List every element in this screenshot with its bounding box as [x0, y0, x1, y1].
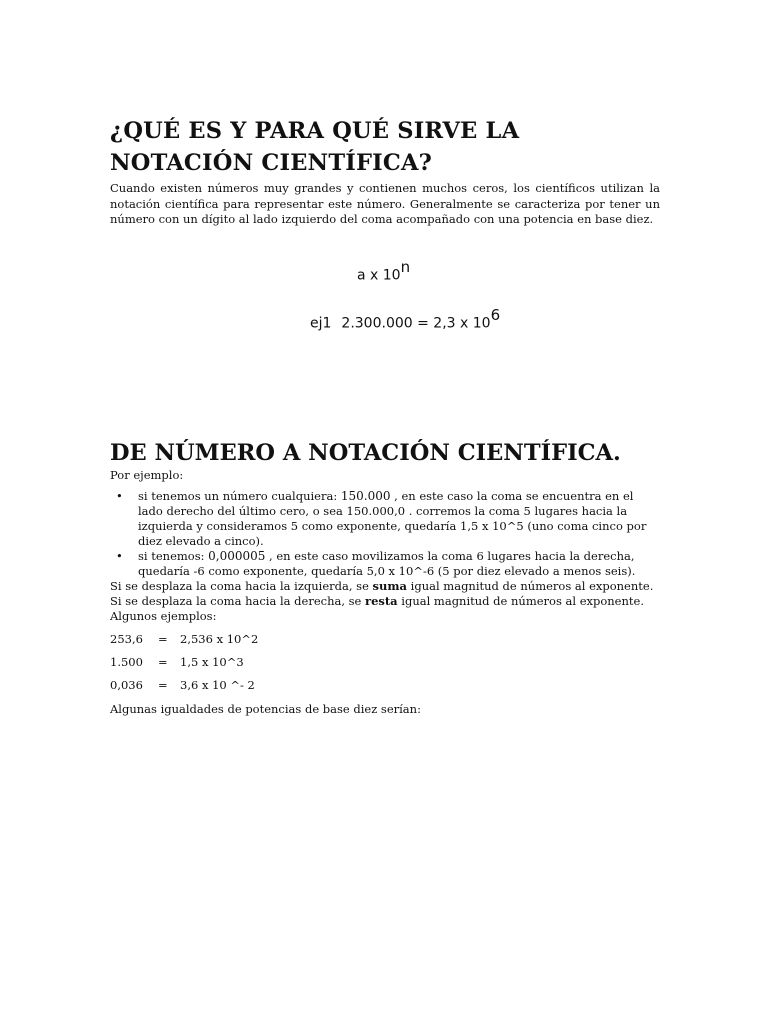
- example-number: 0,036: [110, 677, 143, 692]
- rule-left: [110, 579, 660, 594]
- rule-right-text: Si se desplaza la coma hacia la derecha, se: [110, 593, 366, 608]
- bullet-text-end: , en este caso movilizamos la coma 6 lugares hacia la derecha, quedaría -6 como exponente, quedaría 5,0 x 10^-6 (5 por diez elevado a menos seis).: [138, 548, 636, 578]
- general-formula: [357, 257, 411, 284]
- bullet-number: 0,000005: [208, 548, 266, 563]
- example-number: 253,6: [110, 631, 143, 646]
- rule-left-text-end: igual magnitud de números al exponente.: [407, 578, 654, 593]
- rule-left-keyword: suma: [372, 578, 408, 593]
- example-equals: =: [158, 631, 168, 646]
- general-formula-base: a x 10: [357, 267, 401, 284]
- rule-right: [110, 594, 660, 609]
- example-scientific: 2,536 x 10^2: [180, 631, 259, 646]
- bullet-text-start: si tenemos:: [138, 548, 209, 563]
- example-row: [110, 632, 660, 647]
- document-page: [110, 115, 660, 717]
- page-title: [110, 115, 660, 179]
- list-item: [110, 549, 658, 579]
- example-row: [110, 678, 660, 693]
- example-scientific: 1,5 x 10^3: [180, 654, 244, 669]
- example-number: 1.500: [110, 654, 143, 669]
- title-line-2: NOTACIÓN CIENTÍFICA?: [110, 150, 433, 176]
- closing-paragraph: Algunas igualdades de potencias de base diez serían:: [110, 701, 421, 716]
- example-scientific: 3,6 x 10 ^- 2: [180, 677, 255, 692]
- general-formula-exponent: n: [400, 257, 411, 276]
- formula-figure: [110, 228, 660, 438]
- example-expression: 2.300.000 = 2,3 x 10: [341, 315, 491, 332]
- rule-right-text-end: igual magnitud de números al exponente.: [397, 593, 644, 608]
- example-row: [110, 655, 660, 670]
- example-exponent: 6: [490, 305, 501, 324]
- bullet-text-start: si tenemos un número cualquiera:: [138, 488, 341, 503]
- por-ejemplo-label: Por ejemplo:: [110, 467, 184, 482]
- bullet-list: [110, 489, 660, 579]
- example-equals: =: [158, 677, 168, 692]
- rule-right-keyword: resta: [365, 593, 398, 608]
- bullet-number: 150.000: [340, 488, 391, 503]
- title-line-1: ¿QUÉ ES Y PARA QUÉ SIRVE LA: [110, 118, 520, 144]
- algunos-ejemplos-label: Algunos ejemplos:: [110, 608, 217, 623]
- intro-paragraph: Cuando existen números muy grandes y contienen muchos ceros, los científicos utilizan la notación científica para representar este número. Generalmente se caracteriza por tener un número con un dígito al lado izquierdo del coma acompañado con una potencia en base diez.: [110, 181, 660, 226]
- section-title: DE NÚMERO A NOTACIÓN CIENTÍFICA.: [110, 439, 621, 466]
- rule-left-text: Si se desplaza la coma hacia la izquierda, se: [110, 578, 373, 593]
- bullet-icon: •: [116, 548, 123, 563]
- example-label: ej1: [310, 315, 332, 332]
- bullet-text-end: , en este caso la coma se encuentra en el lado derecho del último cero, o sea 150.000,0 . corremos la coma 5 lugares hacia la izquierda y consideramos 5 como exponente, quedaría 1,5 x 10^5 (uno coma cinco por diez elevado a cinco).: [138, 488, 647, 548]
- example-equals: =: [158, 654, 168, 669]
- example-formula: [310, 305, 501, 332]
- bullet-icon: •: [116, 488, 123, 503]
- list-item: [110, 489, 658, 549]
